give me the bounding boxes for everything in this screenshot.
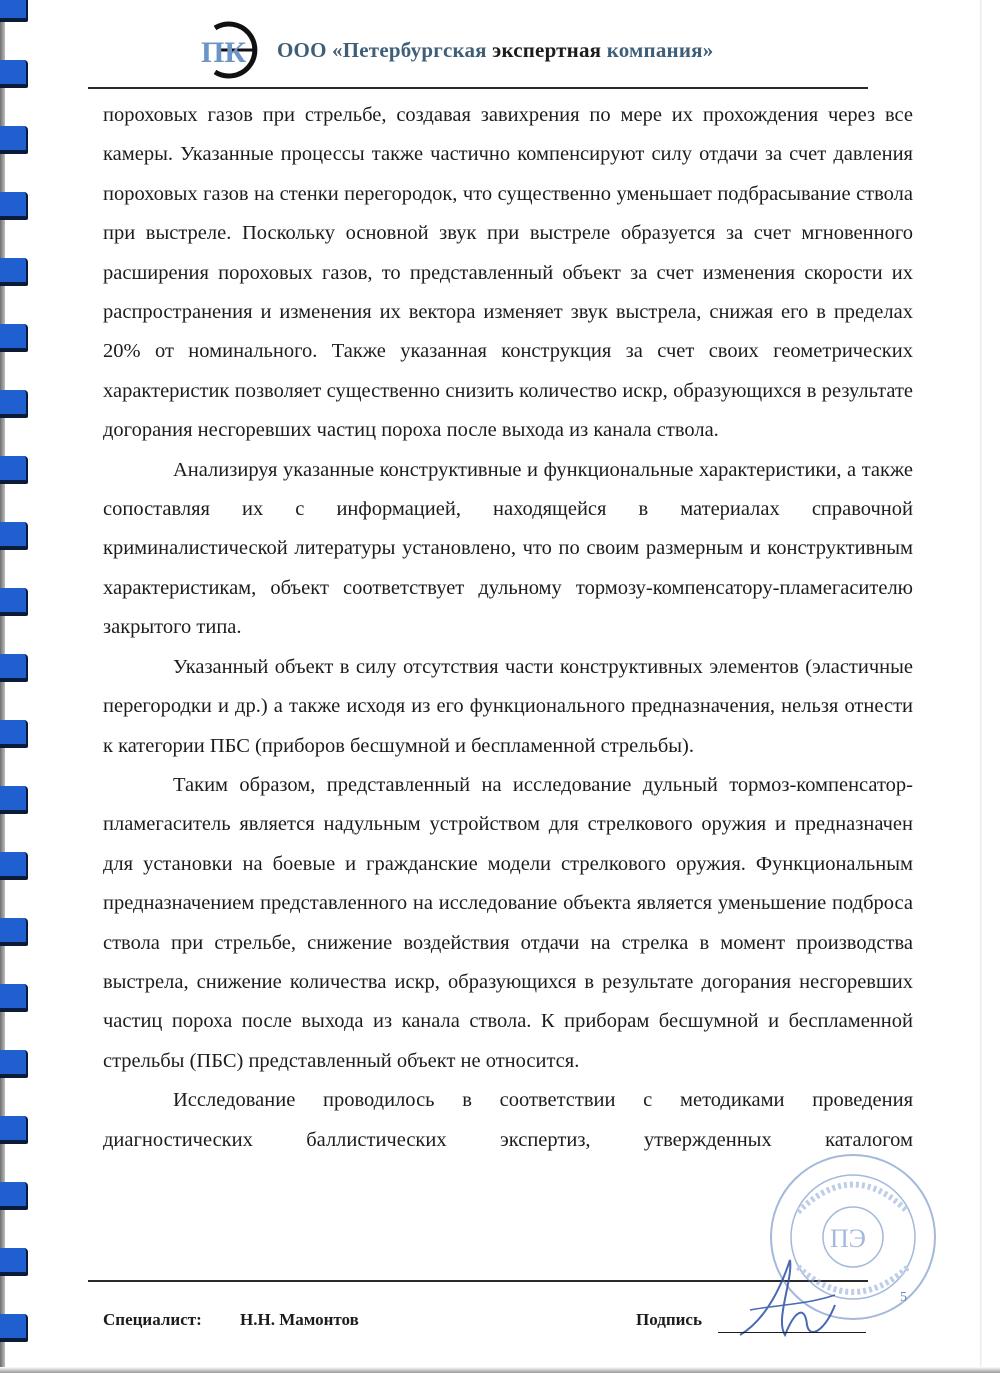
binding-clip: [0, 786, 28, 814]
specialist-name: Н.Н. Мамонтов: [240, 1310, 359, 1329]
company-name-suffix: компания»: [606, 37, 714, 62]
binding-clip: [0, 0, 28, 22]
binding-clip: [0, 1182, 28, 1210]
binding-clip: [0, 192, 28, 220]
paragraph-4: Таким образом, представленный на исследование дульный тормоз-компенсатор-пламегаситель является надульным устройством для стрелкового оружия и предназначен для установки на боевые и гражданские модели стрелкового оружия. Функциональным предназначением представленного на исследование объекта является уменьшение подброса ствола при стрельбе, снижение воздействия отдачи на стрелка в момент производства выстрела, снижение количества искр, образующихся в результате догорания несгоревших частиц пороха после выхода из канала ствола. К приборам бесшумной и беспламенной стрельбы (ПБС) представленный объект не относится.: [103, 773, 913, 1072]
svg-text:ПК: ПК: [201, 36, 247, 69]
binding-clip: [0, 852, 28, 880]
binding-clip: [0, 522, 28, 550]
binding-clip: [0, 324, 28, 352]
paragraph-3: Указанный объект в силу отсутствия части конструктивных элементов (эластичные перегородки и др.) а также исходя из его функционального предназначения, нельзя отнести к категории ПБС (приборов бесшумной и беспламенной стрельбы).: [103, 655, 913, 757]
paragraph-1: пороховых газов при стрельбе, создавая завихрения по мере их прохождения через все камеры. Указанные процессы также частично компенсируют силу отдачи за счет давления пороховых газов на стенки перегородок, что существенно уменьшает подбрасывание ствола при выстреле. Поскольку основной звук при выстреле образуется за счет мгновенного расширения пороховых газов, то представленный объект за счет изменения скорости их распространения и изменения их вектора изменяет звук выстрела, снижая его в пределах 20% от номинального. Также указанная конструкция за счет своих геометрических характеристик позволяет существенно снизить количество искр, образующихся в результате догорания несгоревших частиц пороха после выхода из канала ствола.: [103, 104, 913, 442]
binding-clip: [0, 918, 28, 946]
binding-clip: [0, 654, 28, 682]
binding-clip: [0, 588, 28, 616]
binding-clip: [0, 1248, 28, 1276]
binding-clip: [0, 60, 28, 88]
footer: [103, 1306, 873, 1336]
binding-clip: [0, 1314, 28, 1342]
letterhead: [195, 18, 895, 82]
binding-clip: [0, 126, 28, 154]
page-bottom-shadow: [0, 1367, 1000, 1373]
svg-text:ПЭ: ПЭ: [830, 1224, 866, 1253]
header-divider: [88, 87, 868, 89]
paragraph-2: Анализируя указанные конструктивные и функциональные характеристики, а также сопоставляя их с информацией, находящейся в материалах справочной криминалистической литературы установлено, что по своим размерным и конструктивным характеристикам, объект соответствует дульному тормозу-компенсатору-пламегасителю закрытого типа.: [103, 458, 913, 639]
specialist-label: Специалист:: [103, 1310, 202, 1329]
company-logo-icon: [195, 18, 265, 82]
binding-clip: [0, 1116, 28, 1144]
binding-clip: [0, 258, 28, 286]
company-name-prefix: ООО «Петербургская: [277, 37, 487, 62]
document-body: [103, 96, 913, 1160]
signature-line: [718, 1332, 866, 1333]
page-edge: [980, 0, 982, 1373]
page-number: 5: [900, 1290, 907, 1305]
signature-label: Подпись: [636, 1310, 702, 1329]
company-name-middle: экспертная: [492, 37, 602, 62]
binding-clip: [0, 1050, 28, 1078]
binding-clip: [0, 390, 28, 418]
spiral-binding: [0, 0, 30, 1373]
paragraph-5: Исследование проводилось в соответствии с методиками проведения диагностических баллистических экспертиз, утвержденных каталогом: [103, 1089, 913, 1151]
company-name: [277, 38, 713, 63]
binding-clip: [0, 720, 28, 748]
binding-clip: [0, 984, 28, 1012]
binding-clip: [0, 456, 28, 484]
